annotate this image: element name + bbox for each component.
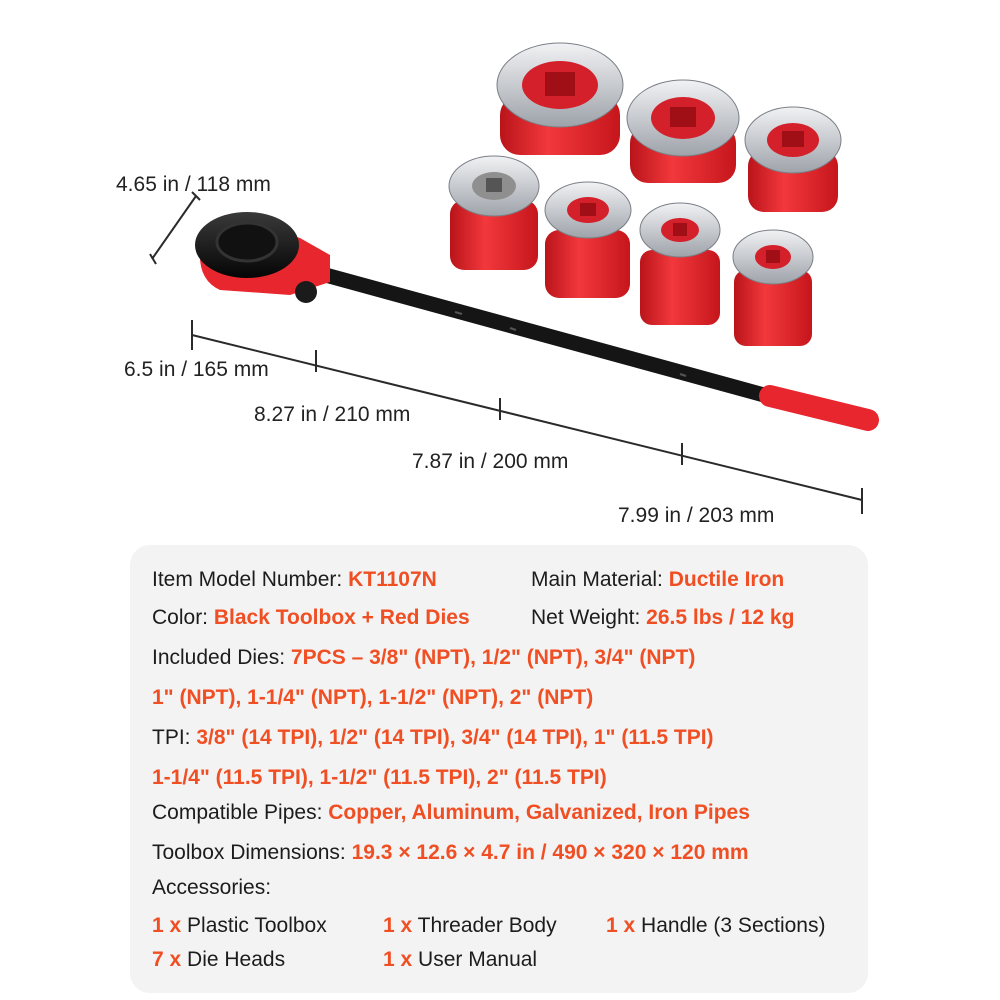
dimension-handle-3-label: 7.99 in / 203 mm: [618, 504, 775, 527]
dimension-height-label: 4.65 in / 118 mm: [116, 173, 271, 196]
spec-model: [152, 568, 437, 592]
accessory-qty: 1 x: [152, 914, 182, 937]
spec-dies-value-1: 7PCS – 3/8" (NPT), 1/2" (NPT), 3/4" (NPT): [290, 646, 696, 669]
spec-material-value: Ductile Iron: [668, 568, 785, 591]
accessory-name: Plastic Toolbox: [187, 914, 327, 937]
spec-tpi-value-2: 1-1/4" (11.5 TPI), 1-1/2" (11.5 TPI), 2" (11.5 TPI): [152, 766, 607, 789]
die-head-large-2: [627, 80, 739, 183]
spec-material-label: Main Material:: [531, 568, 663, 591]
accessory-qty: 1 x: [606, 914, 636, 937]
spec-toolbox: [152, 841, 749, 865]
spec-tpi-value-1: 3/8" (14 TPI), 1/2" (14 TPI), 3/4" (14 TPI), 1" (11.5 TPI): [196, 726, 714, 749]
spec-pipes-value: Copper, Aluminum, Galvanized, Iron Pipes: [328, 801, 750, 824]
spec-dies-continued: [152, 686, 593, 710]
spec-color-value: Black Toolbox + Red Dies: [213, 606, 470, 629]
accessory-name: User Manual: [418, 948, 538, 971]
spec-weight-label: Net Weight:: [531, 606, 641, 629]
threader-body: [195, 212, 330, 303]
spec-toolbox-value: 19.3 × 12.6 × 4.7 in / 490 × 320 × 120 mm: [351, 841, 749, 864]
spec-color-label: Color:: [152, 606, 209, 629]
spec-model-label: Item Model Number:: [152, 568, 343, 591]
spec-dies: [152, 646, 695, 670]
accessory-item: [152, 914, 327, 938]
die-head-medium-1: [449, 156, 539, 270]
accessory-item: [606, 914, 825, 938]
die-head-large-3: [745, 107, 841, 212]
spec-toolbox-label: Toolbox Dimensions:: [152, 841, 346, 864]
dimension-head-label: 6.5 in / 165 mm: [124, 358, 269, 381]
accessory-name: Handle (3 Sections): [641, 914, 826, 937]
spec-model-value: KT1107N: [348, 568, 437, 591]
spec-pipes-label: Compatible Pipes:: [152, 801, 323, 824]
spec-tpi-continued: [152, 766, 607, 790]
spec-dies-label: Included Dies:: [152, 646, 286, 669]
accessory-qty: 1 x: [383, 948, 413, 971]
die-head-large-1: [497, 43, 623, 155]
spec-weight: [531, 606, 794, 630]
spec-accessories-label: Accessories:: [152, 876, 272, 899]
spec-material: [531, 568, 784, 592]
accessory-item: [383, 914, 557, 938]
die-head-medium-2: [545, 182, 631, 298]
accessory-item: [152, 948, 285, 972]
accessory-name: Threader Body: [417, 914, 557, 937]
accessory-qty: 7 x: [152, 948, 182, 971]
dimension-handle-1-label: 8.27 in / 210 mm: [254, 403, 411, 426]
spec-pipes: [152, 801, 750, 825]
spec-tpi: [152, 726, 714, 750]
dimension-handle-2-label: 7.87 in / 200 mm: [412, 450, 569, 473]
handle-grip: [770, 396, 868, 420]
spec-color: [152, 606, 470, 630]
accessory-item: [383, 948, 537, 972]
spec-dies-value-2: 1" (NPT), 1-1/4" (NPT), 1-1/2" (NPT), 2" (NPT): [152, 686, 594, 709]
spec-weight-value: 26.5 lbs / 12 kg: [646, 606, 795, 629]
accessory-qty: 1 x: [383, 914, 413, 937]
spec-accessories-heading: [152, 876, 271, 900]
die-head-small-2: [733, 230, 813, 346]
spec-tpi-label: TPI:: [152, 726, 191, 749]
accessory-name: Die Heads: [187, 948, 286, 971]
die-head-small-1: [640, 203, 720, 325]
